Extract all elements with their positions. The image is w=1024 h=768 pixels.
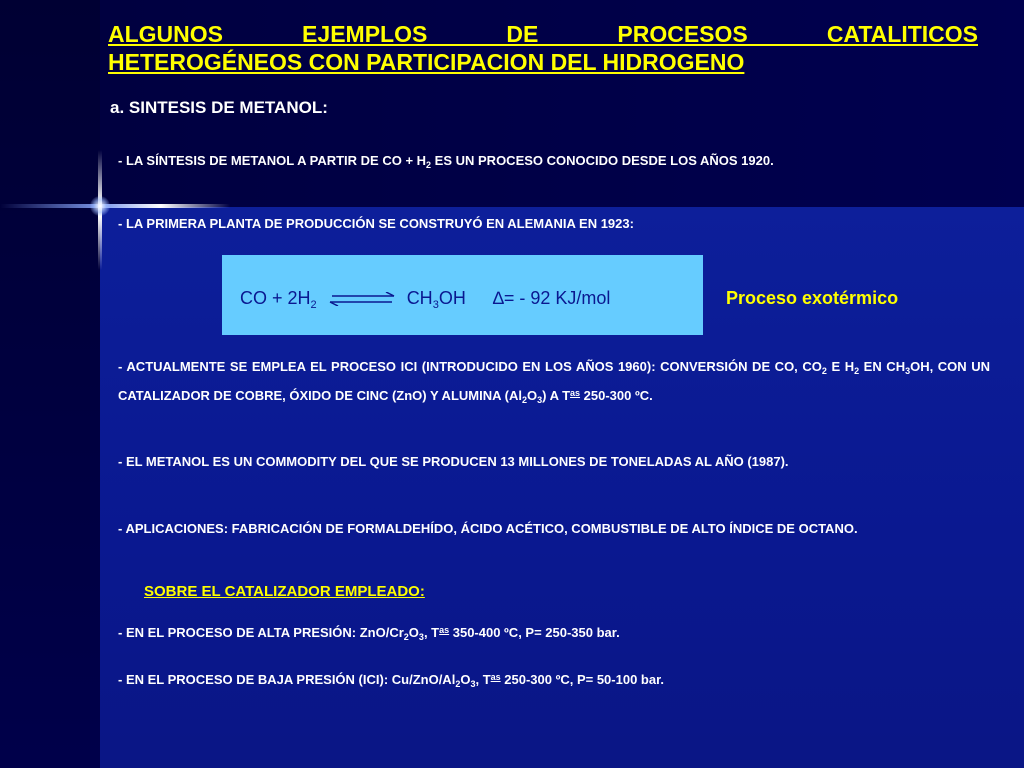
paragraph-low-pressure: - EN EL PROCESO DE BAJA PRESIÓN (ICI): $Cu/ZnO/Al_2O_3$, $T^{as}$ 250-300 ºC, P= 50-100 bar. [118,672,665,689]
paragraph-ici-process: - ACTUALMENTE SE EMPLEA EL PROCESO ICI (INTRODUCIDO EN LOS AÑOS 1960): CONVERSIÓN DE CO, $CO_2$ E $H_2$ EN $CH_3OH$, CON UN CATALIZADOR DE COBRE, ÓXIDO DE CINC (ZnO) Y ALUMINA $(Al_2O_3)$ A $T^{as}$ 250-300 ºC. [118,359,991,405]
exothermic-label: Proceso exotérmico [726,288,899,308]
paragraph-commodity: - EL METANOL ES UN COMMODITY DEL QUE SE PRODUCEN 13 MILLONES DE TONELADAS AL AÑO (1987). [118,454,789,469]
reaction-equation: CO + $2H_2$ $CH_3OH$ ∆= - 92 KJ/mol [240,288,611,311]
paragraph-history: - LA SÍNTESIS DE METANOL A PARTIR DE CO + $H_2$ ES UN PROCESO CONOCIDO DESDE LOS AÑOS 1920. [118,153,774,170]
enthalpy-value: ∆= - 92 KJ/mol [492,288,611,308]
star-glow-icon [90,196,110,216]
paragraph-high-pressure: - EN EL PROCESO DE ALTA PRESIÓN: ZnO/$Cr_2O_3$, $T^{as}$ 350-400 ºC, P= 250-350 bar. [118,625,620,642]
paragraph-applications: - APLICACIONES: FABRICACIÓN DE FORMALDEHÍDO, ÁCIDO ACÉTICO, COMBUSTIBLE DE ALTO ÍNDICE DE OCTANO. [118,521,858,536]
section-heading: a. SINTESIS DE METANOL: [110,98,328,117]
paragraph-first-plant: - LA PRIMERA PLANTA DE PRODUCCIÓN SE CONSTRUYÓ EN ALEMANIA EN 1923: [118,216,634,231]
left-background-band [0,0,100,768]
slide-title-line2: HETEROGÉNEOS CON PARTICIPACION DEL HIDROGENO [108,49,745,75]
slide-title [108,20,978,76]
slide-title-line1: ALGUNOS EJEMPLOS DE PROCESOS CATALITICOS [108,21,978,47]
star-flare-horizontal [0,204,230,208]
equilibrium-arrow-icon [328,292,396,306]
catalyst-heading: SOBRE EL CATALIZADOR EMPLEADO: [144,583,425,600]
equation-box [222,255,703,335]
